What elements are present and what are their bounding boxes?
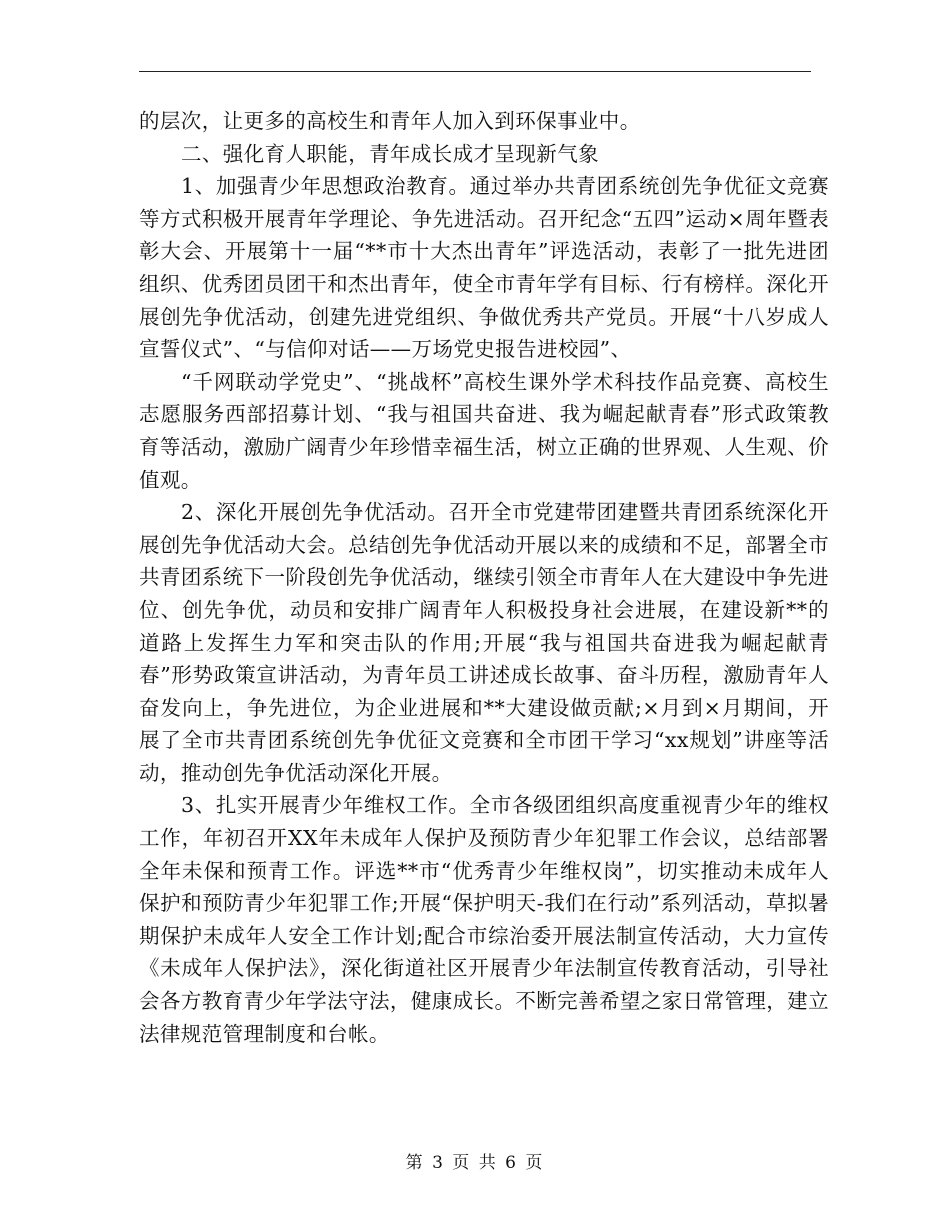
paragraph-3: “千网联动学党史”、“挑战杯”高校生课外学术科技作品竞赛、高校生志愿服务西部招募计划、“我与祖国共奋进、我为崛起献青春”形式政策教育等活动，激励广阔青少年珍惜幸福生活，树立正确的世界观、人生观、价值观。 [139,369,829,492]
paragraph-4: 2、深化开展创先争优活动。召开全市党建带团建暨共青团系统深化开展创先争优活动大会。总结创先争优活动开展以来的成绩和不足，部署全市共青团系统下一阶段创先争优活动，继续引领全市青年人在大建设中争先进位、创先争优，动员和安排广阔青年人积极投身社会进展，在建设新**的道路上发挥生力军和突击队的作用;开展“我与祖国共奋进我为崛起献青春”形势政策宣讲活动，为青年员工讲述成长故事、奋斗历程，激励青年人奋发向上，争先进位，为企业进展和**大建设做贡献;×月到×月期间，开展了全市共青团系统创先争优征文竞赛和全市团干学习“xx规划”讲座等活动，推动创先争优活动深化开展。 [139,500,829,785]
paragraph-2: 1、加强青少年思想政治教育。通过举办共青团系统创先争优征文竞赛等方式积极开展青年学理论、争先进活动。召开纪念“五四”运动×周年暨表彰大会、开展第十一届“**市十大杰出青年”评选活动，表彰了一批先进团组织、优秀团员团干和杰出青年，使全市青年学有目标、行有榜样。深化开展创先争优活动，创建先进党组织、争做优秀共产党员。开展“十八岁成人宣誓仪式”、“与信仰对话——万场党史报告进校园”、 [139,174,829,362]
header-rule [139,71,811,72]
section-heading: 二、强化育人职能，青年成长成才呈现新气象 [181,141,599,166]
paragraph-0: 的层次，让更多的高校生和青年人加入到环保事业中。 [139,109,641,133]
page-number-footer: 第 3 页 共 6 页 [405,1153,545,1173]
document-body [139,105,829,1050]
paragraph-5: 3、扎实开展青少年维权工作。全市各级团组织高度重视青少年的维权工作，年初召开XX年未成年人保护及预防青少年犯罪工作会议，总结部署全年未保和预青工作。评选**市“优秀青少年维权岗”，切实推动未成年人保护和预防青少年犯罪工作;开展“保护明天-我们在行动”系列活动，草拟暑期保护未成年人安全工作计划;配合市综治委开展法制宣传活动，大力宣传《未成年人保护法》，深化街道社区开展青少年法制宣传教育活动，引导社会各方教育青少年学法守法，健康成长。不断完善希望之家日常管理，建立法律规范管理制度和台帐。 [139,793,829,1046]
